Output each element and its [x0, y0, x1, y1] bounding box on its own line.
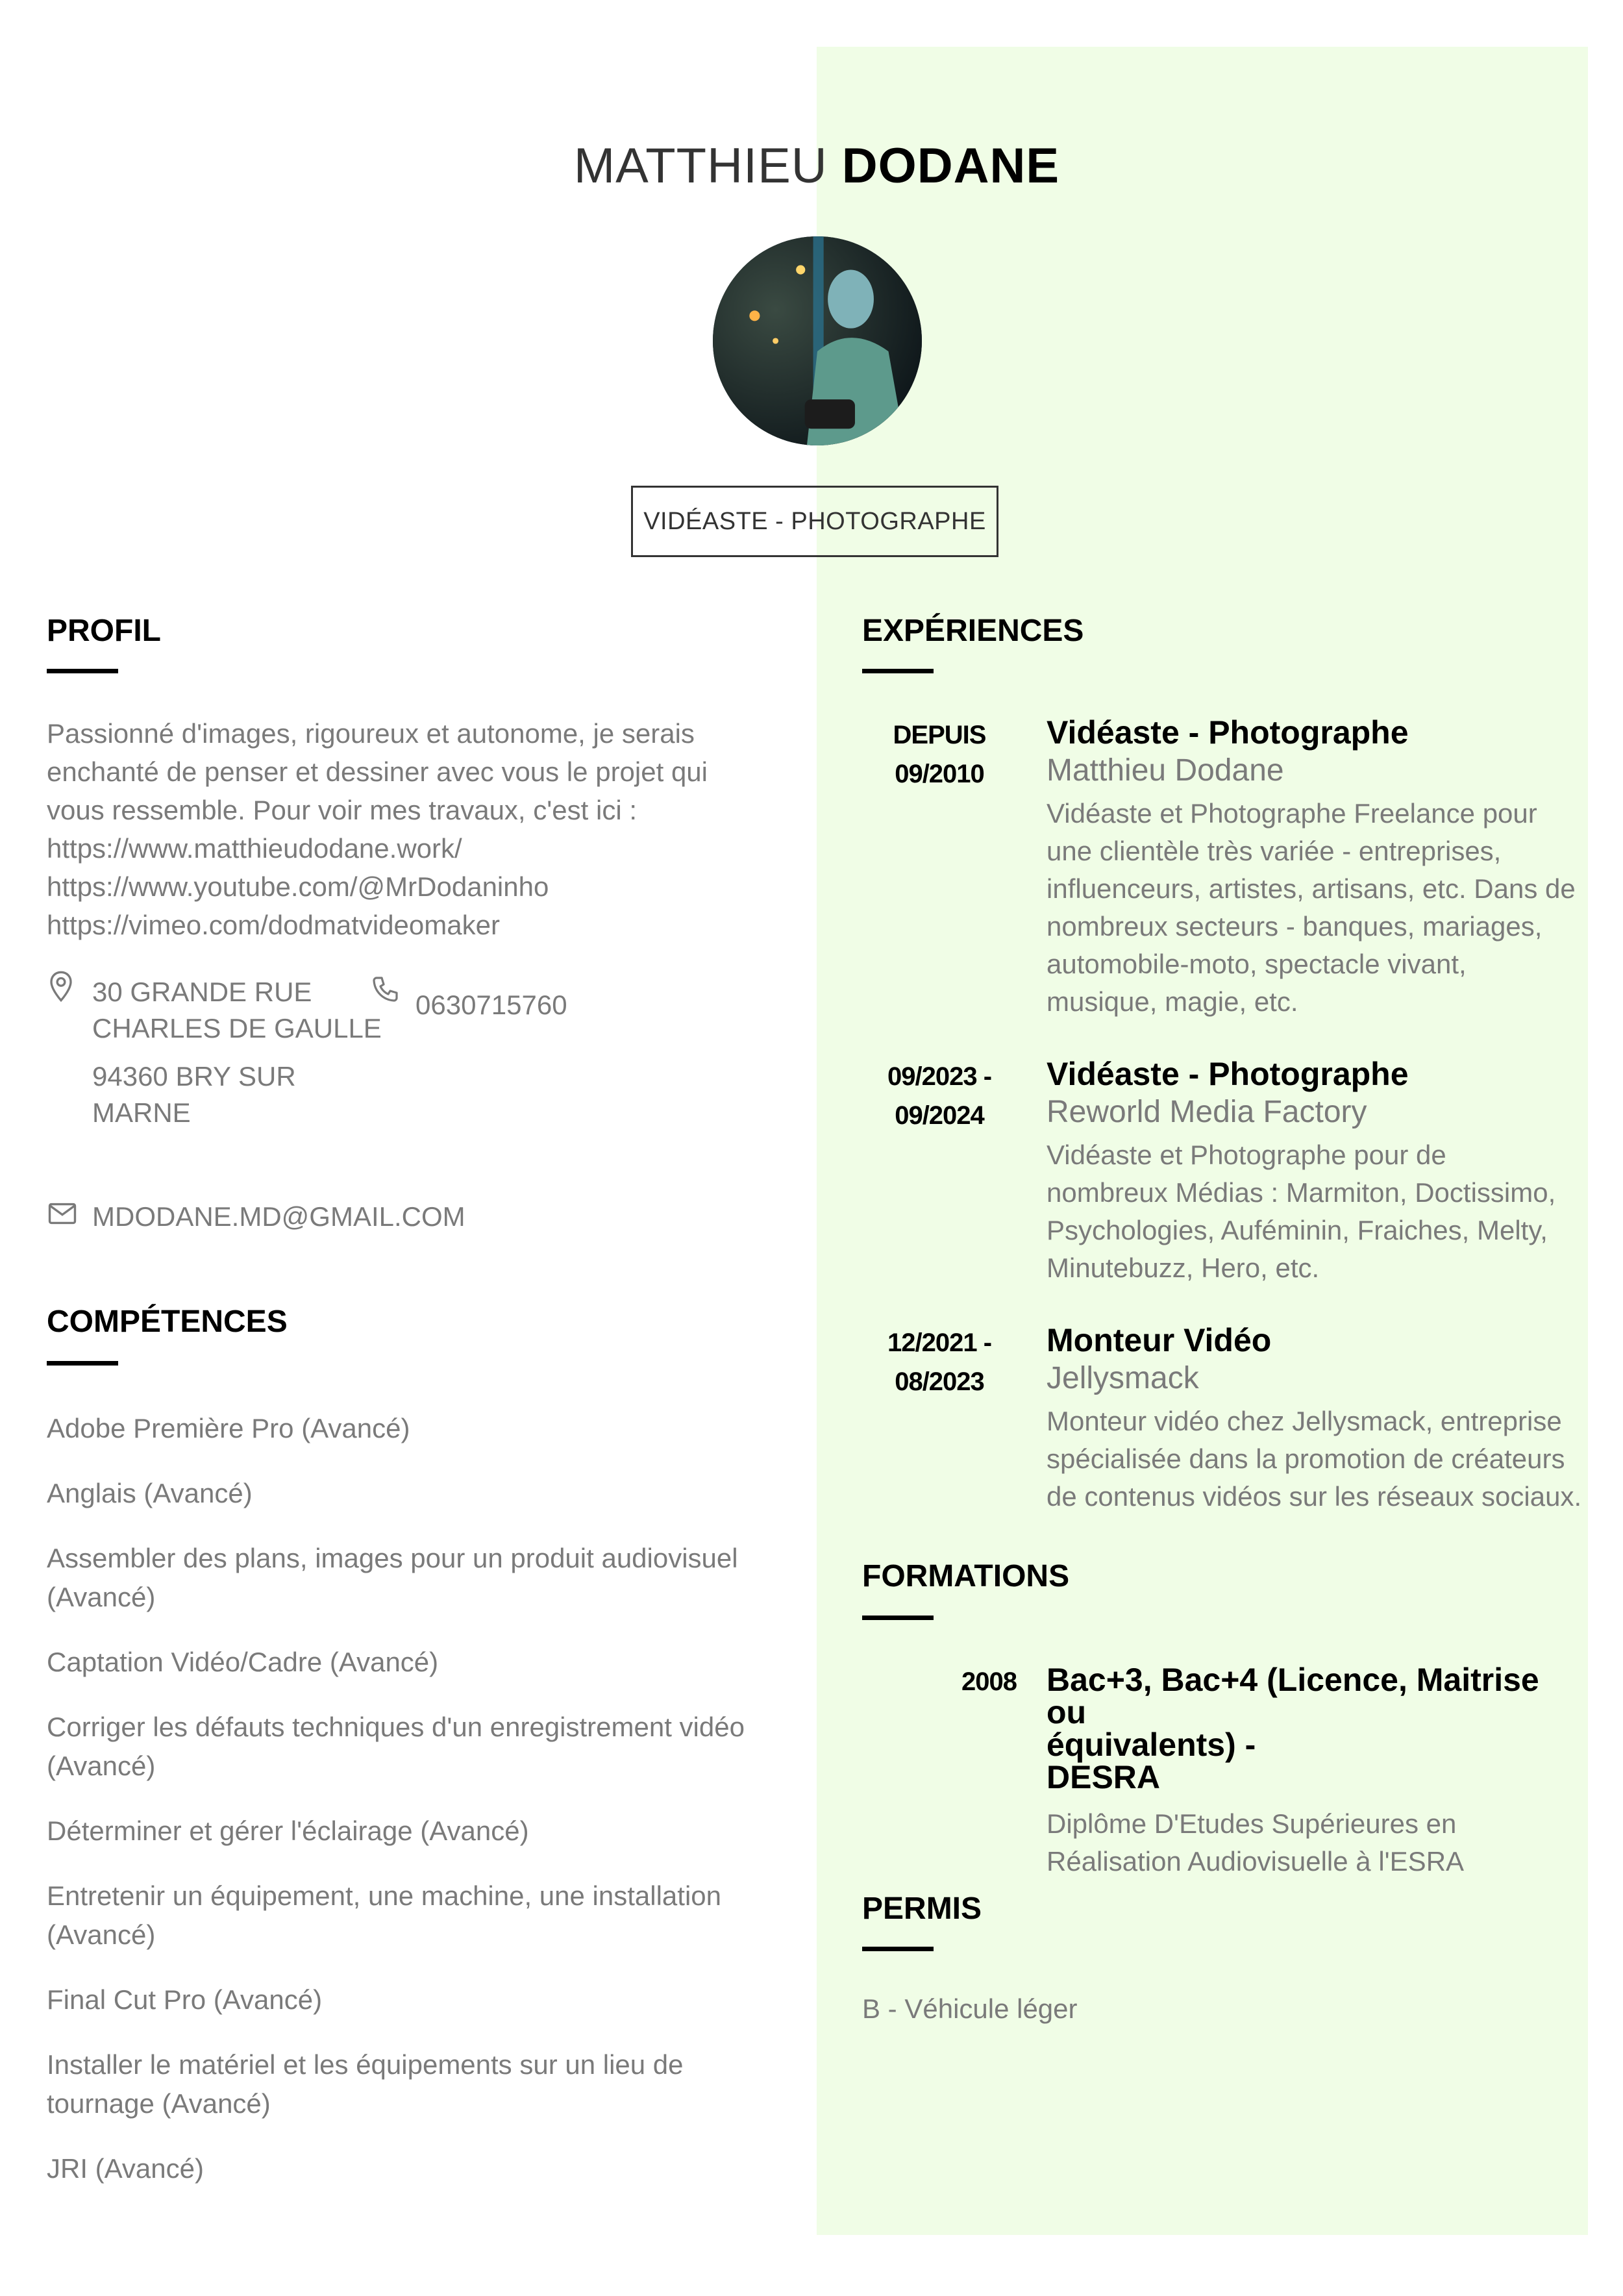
address [92, 974, 382, 1131]
skill-line: Assembler des plans, images pour un produit audiovisuel [47, 1543, 738, 1573]
experience-description [1047, 1403, 1585, 1516]
skill-line: JRI (Avancé) [47, 2153, 204, 2184]
job-title-box [631, 486, 998, 557]
skill-item [47, 2149, 780, 2188]
skill-item [47, 1708, 780, 1786]
permis-heading: PERMIS [862, 1891, 982, 1926]
profil-line: vous ressemble. Pour voir mes travaux, c'est ici : [47, 795, 637, 825]
desc-line: nombreux Médias : Marmiton, Doctissimo, [1047, 1177, 1556, 1208]
title-line: équivalents) - [1047, 1727, 1256, 1763]
desc-line: Psychologies, Auféminin, Fraiches, Melty, [1047, 1215, 1548, 1245]
formation-title [1047, 1664, 1585, 1793]
youtube-link[interactable]: https://www.youtube.com/@MrDodaninho [47, 871, 549, 902]
date-line: 09/2010 [895, 760, 984, 788]
profil-line: Passionné d'images, rigoureux et autonome, je serais [47, 718, 695, 749]
permis-underline [862, 1947, 934, 1951]
competences-heading: COMPÉTENCES [47, 1304, 288, 1339]
experience-company: Matthieu Dodane [1047, 753, 1284, 788]
address-line: 94360 BRY SUR [92, 1061, 296, 1092]
first-name: MATTHIEU [573, 138, 828, 193]
mail-icon [48, 1203, 77, 1228]
skill-line: (Avancé) [47, 1582, 156, 1612]
title-line: DESRA [1047, 1759, 1161, 1795]
competences-underline [47, 1361, 118, 1366]
skill-item [47, 1643, 780, 1682]
desc-line: une clientèle très variée - entreprises, [1047, 836, 1502, 866]
experience-date [865, 1057, 1014, 1135]
experiences-underline [862, 669, 934, 673]
desc-line: Réalisation Audiovisuelle à l'ESRA [1047, 1846, 1465, 1877]
experience-item [1047, 1056, 1585, 1287]
permis-value: B - Véhicule léger [862, 1993, 1078, 2024]
skill-item [47, 1539, 780, 1617]
date-line: 09/2023 - [887, 1062, 992, 1091]
skill-line: Entretenir un équipement, une machine, une installation [47, 1880, 722, 1911]
skill-line: Adobe Première Pro (Avancé) [47, 1413, 410, 1443]
skill-item [47, 1474, 780, 1513]
formation-item [1047, 1664, 1585, 1880]
experience-item [1047, 1322, 1585, 1516]
last-name: DODANE [841, 138, 1060, 193]
formation-description [1047, 1805, 1585, 1880]
desc-line: spécialisée dans la promotion de créateurs [1047, 1443, 1565, 1474]
title-line: Bac+3, Bac+4 (Licence, Maitrise ou [1047, 1662, 1539, 1730]
experience-company: Reworld Media Factory [1047, 1095, 1367, 1129]
skill-line: tournage (Avancé) [47, 2088, 271, 2119]
skill-item [47, 1409, 780, 1448]
formations-underline [862, 1616, 934, 1620]
skill-line: Déterminer et gérer l'éclairage (Avancé) [47, 1816, 529, 1846]
address-line: CHARLES DE GAULLE [92, 1013, 382, 1043]
date-line: 08/2023 [895, 1367, 984, 1396]
desc-line: automobile-moto, spectacle vivant, [1047, 949, 1467, 979]
address-line: MARNE [92, 1097, 191, 1128]
date-line: DEPUIS [893, 721, 986, 749]
skill-line: Anglais (Avancé) [47, 1478, 253, 1508]
desc-line: musique, magie, etc. [1047, 986, 1298, 1017]
skill-item [47, 2045, 780, 2123]
profil-line: enchanté de penser et dessiner avec vous le projet qui [47, 756, 708, 787]
date-line: 09/2024 [895, 1101, 984, 1130]
experience-description [1047, 795, 1585, 1021]
profile-photo [713, 236, 922, 445]
experience-date [865, 1323, 1014, 1401]
skill-line: Captation Vidéo/Cadre (Avancé) [47, 1647, 439, 1677]
desc-line: Vidéaste et Photographe Freelance pour [1047, 798, 1537, 829]
address-line: 30 GRANDE RUE [92, 977, 312, 1007]
profil-underline [47, 669, 118, 673]
email-address[interactable]: MDODANE.MD@GMAIL.COM [92, 1201, 465, 1232]
experience-title: Monteur Vidéo [1047, 1322, 1272, 1358]
job-title: VIDÉASTE - PHOTOGRAPHE [643, 507, 986, 535]
experience-title: Vidéaste - Photographe [1047, 714, 1409, 751]
skill-line: (Avancé) [47, 1751, 156, 1781]
experience-title: Vidéaste - Photographe [1047, 1056, 1409, 1092]
desc-line: Monteur vidéo chez Jellysmack, entreprise [1047, 1406, 1562, 1436]
desc-line: Minutebuzz, Hero, etc. [1047, 1253, 1320, 1283]
skill-line: Corriger les défauts techniques d'un enregistrement vidéo [47, 1712, 745, 1742]
experience-description [1047, 1136, 1585, 1287]
desc-line: de contenus vidéos sur les réseaux sociaux. [1047, 1481, 1582, 1512]
skill-line: Final Cut Pro (Avancé) [47, 1984, 323, 2015]
profil-heading: PROFIL [47, 614, 161, 648]
experience-company: Jellysmack [1047, 1361, 1199, 1395]
desc-line: Diplôme D'Etudes Supérieures en [1047, 1808, 1457, 1839]
formations-heading: FORMATIONS [862, 1559, 1070, 1593]
date-line: 12/2021 - [887, 1329, 992, 1357]
skill-line: (Avancé) [47, 1919, 156, 1950]
skill-item [47, 1812, 780, 1851]
skills-list [47, 1409, 780, 2214]
candidate-name [0, 138, 1623, 194]
experiences-heading: EXPÉRIENCES [862, 614, 1084, 648]
skill-item [47, 1980, 780, 2019]
desc-line: nombreux secteurs - banques, mariages, [1047, 911, 1542, 942]
experience-item [1047, 714, 1585, 1021]
phone-number[interactable]: 0630715760 [415, 990, 567, 1020]
phone-icon [370, 974, 401, 1008]
skill-line: Installer le matériel et les équipements sur un lieu de [47, 2049, 684, 2080]
desc-line: Vidéaste et Photographe pour de [1047, 1140, 1446, 1170]
desc-line: influenceurs, artistes, artisans, etc. Dans de [1047, 873, 1576, 904]
formation-year: 2008 [961, 1667, 1017, 1696]
portfolio-link[interactable]: https://www.matthieudodane.work/ [47, 833, 462, 864]
profil-text [47, 714, 748, 944]
location-icon [48, 970, 74, 1006]
experience-date [865, 716, 1014, 793]
vimeo-link[interactable]: https://vimeo.com/dodmatvideomaker [47, 910, 500, 940]
skill-item [47, 1877, 780, 1954]
